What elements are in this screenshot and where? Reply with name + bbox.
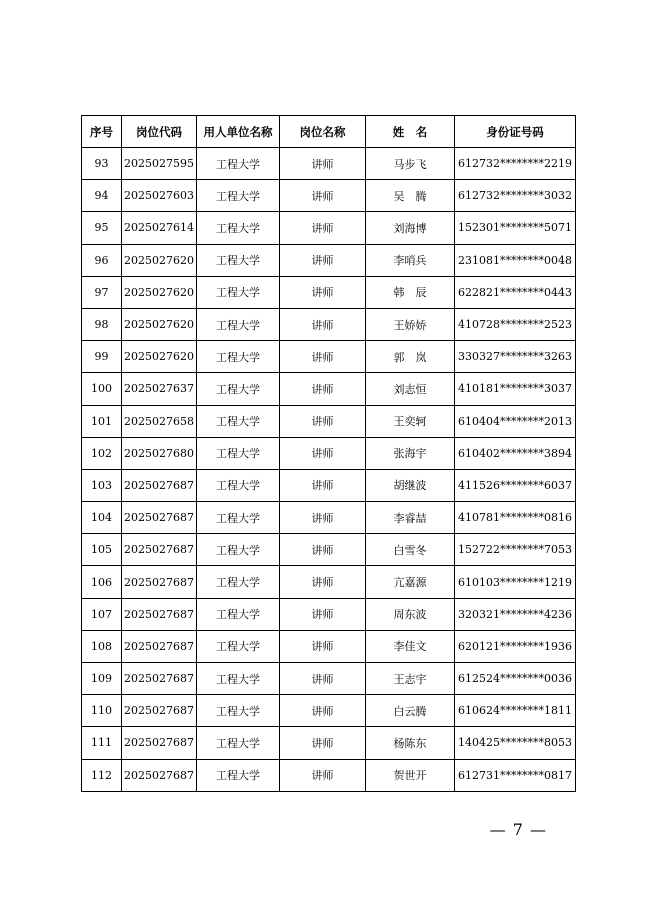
cell-post-name: 讲师 <box>280 180 366 212</box>
cell-id-number: 612524********0036 <box>455 663 576 695</box>
cell-id-number: 620121********1936 <box>455 630 576 662</box>
cell-post-code: 2025027687 <box>122 695 197 727</box>
cell-post-name: 讲师 <box>280 566 366 598</box>
cell-post-name: 讲师 <box>280 759 366 791</box>
cell-post-code: 2025027637 <box>122 373 197 405</box>
cell-id-number: 612732********2219 <box>455 148 576 180</box>
header-employer: 用人单位名称 <box>197 116 280 148</box>
cell-post-name: 讲师 <box>280 469 366 501</box>
cell-post-code: 2025027687 <box>122 598 197 630</box>
cell-serial: 100 <box>82 373 122 405</box>
cell-employer: 工程大学 <box>197 534 280 566</box>
cell-serial: 101 <box>82 405 122 437</box>
cell-employer: 工程大学 <box>197 759 280 791</box>
cell-name: 王志宇 <box>366 663 455 695</box>
cell-id-number: 612731********0817 <box>455 759 576 791</box>
cell-post-name: 讲师 <box>280 373 366 405</box>
cell-post-name: 讲师 <box>280 341 366 373</box>
cell-serial: 103 <box>82 469 122 501</box>
cell-employer: 工程大学 <box>197 598 280 630</box>
cell-name: 刘志恒 <box>366 373 455 405</box>
table-header-row <box>82 116 576 148</box>
cell-post-code: 2025027687 <box>122 630 197 662</box>
table-row <box>82 308 576 340</box>
cell-post-code: 2025027658 <box>122 405 197 437</box>
cell-post-name: 讲师 <box>280 437 366 469</box>
cell-post-name: 讲师 <box>280 308 366 340</box>
cell-post-name: 讲师 <box>280 405 366 437</box>
table-row <box>82 469 576 501</box>
cell-id-number: 330327********3263 <box>455 341 576 373</box>
cell-id-number: 610624********1811 <box>455 695 576 727</box>
cell-post-name: 讲师 <box>280 630 366 662</box>
cell-post-code: 2025027687 <box>122 469 197 501</box>
cell-post-name: 讲师 <box>280 727 366 759</box>
cell-id-number: 152722********7053 <box>455 534 576 566</box>
cell-employer: 工程大学 <box>197 276 280 308</box>
cell-serial: 104 <box>82 502 122 534</box>
cell-employer: 工程大学 <box>197 373 280 405</box>
cell-name: 李睿喆 <box>366 502 455 534</box>
table-row <box>82 244 576 276</box>
cell-post-name: 讲师 <box>280 244 366 276</box>
cell-name: 王娇娇 <box>366 308 455 340</box>
cell-name: 杨陈东 <box>366 727 455 759</box>
cell-post-name: 讲师 <box>280 148 366 180</box>
table-row <box>82 373 576 405</box>
cell-post-code: 2025027687 <box>122 502 197 534</box>
cell-id-number: 410728********2523 <box>455 308 576 340</box>
cell-serial: 108 <box>82 630 122 662</box>
table-row <box>82 148 576 180</box>
table-row <box>82 598 576 630</box>
cell-employer: 工程大学 <box>197 727 280 759</box>
cell-employer: 工程大学 <box>197 663 280 695</box>
cell-post-code: 2025027680 <box>122 437 197 469</box>
cell-name: 郭 岚 <box>366 341 455 373</box>
table-row <box>82 695 576 727</box>
cell-serial: 106 <box>82 566 122 598</box>
header-serial: 序号 <box>82 116 122 148</box>
table-row <box>82 276 576 308</box>
cell-employer: 工程大学 <box>197 180 280 212</box>
cell-serial: 98 <box>82 308 122 340</box>
table-row <box>82 759 576 791</box>
cell-id-number: 612732********3032 <box>455 180 576 212</box>
table-row <box>82 437 576 469</box>
cell-name: 白雪冬 <box>366 534 455 566</box>
cell-post-code: 2025027620 <box>122 308 197 340</box>
cell-employer: 工程大学 <box>197 308 280 340</box>
header-id-number: 身份证号码 <box>455 116 576 148</box>
cell-id-number: 152301********5071 <box>455 212 576 244</box>
page-number: — 7 — <box>489 820 547 839</box>
table-row <box>82 534 576 566</box>
cell-post-code: 2025027687 <box>122 759 197 791</box>
cell-serial: 102 <box>82 437 122 469</box>
cell-post-name: 讲师 <box>280 502 366 534</box>
cell-post-code: 2025027620 <box>122 341 197 373</box>
table-row <box>82 212 576 244</box>
table-row <box>82 630 576 662</box>
cell-post-name: 讲师 <box>280 663 366 695</box>
header-post-name: 岗位名称 <box>280 116 366 148</box>
cell-employer: 工程大学 <box>197 212 280 244</box>
cell-id-number: 410781********0816 <box>455 502 576 534</box>
cell-serial: 111 <box>82 727 122 759</box>
cell-post-code: 2025027614 <box>122 212 197 244</box>
cell-id-number: 411526********6037 <box>455 469 576 501</box>
cell-post-code: 2025027595 <box>122 148 197 180</box>
cell-name: 李哨兵 <box>366 244 455 276</box>
cell-employer: 工程大学 <box>197 244 280 276</box>
cell-id-number: 610103********1219 <box>455 566 576 598</box>
cell-id-number: 622821********0443 <box>455 276 576 308</box>
cell-employer: 工程大学 <box>197 405 280 437</box>
cell-post-name: 讲师 <box>280 276 366 308</box>
cell-id-number: 410181********3037 <box>455 373 576 405</box>
cell-employer: 工程大学 <box>197 695 280 727</box>
cell-id-number: 140425********8053 <box>455 727 576 759</box>
cell-name: 李佳文 <box>366 630 455 662</box>
table-row <box>82 405 576 437</box>
cell-serial: 94 <box>82 180 122 212</box>
cell-name: 白云腾 <box>366 695 455 727</box>
table-row <box>82 727 576 759</box>
cell-serial: 96 <box>82 244 122 276</box>
cell-id-number: 610402********3894 <box>455 437 576 469</box>
cell-name: 周东波 <box>366 598 455 630</box>
cell-post-code: 2025027620 <box>122 244 197 276</box>
cell-name: 胡继波 <box>366 469 455 501</box>
cell-id-number: 320321********4236 <box>455 598 576 630</box>
cell-serial: 93 <box>82 148 122 180</box>
cell-post-code: 2025027687 <box>122 663 197 695</box>
table-body <box>82 148 576 792</box>
cell-id-number: 231081********0048 <box>455 244 576 276</box>
cell-employer: 工程大学 <box>197 437 280 469</box>
cell-name: 韩 辰 <box>366 276 455 308</box>
cell-post-code: 2025027687 <box>122 727 197 759</box>
header-name: 姓 名 <box>366 116 455 148</box>
cell-name: 吴 腾 <box>366 180 455 212</box>
cell-id-number: 610404********2013 <box>455 405 576 437</box>
table-row <box>82 502 576 534</box>
table-row <box>82 180 576 212</box>
cell-employer: 工程大学 <box>197 469 280 501</box>
cell-post-name: 讲师 <box>280 695 366 727</box>
cell-employer: 工程大学 <box>197 502 280 534</box>
cell-serial: 107 <box>82 598 122 630</box>
cell-employer: 工程大学 <box>197 148 280 180</box>
table-row <box>82 341 576 373</box>
cell-name: 马步飞 <box>366 148 455 180</box>
cell-post-name: 讲师 <box>280 534 366 566</box>
cell-post-code: 2025027687 <box>122 534 197 566</box>
cell-post-code: 2025027620 <box>122 276 197 308</box>
cell-serial: 109 <box>82 663 122 695</box>
cell-post-name: 讲师 <box>280 212 366 244</box>
cell-serial: 95 <box>82 212 122 244</box>
cell-serial: 105 <box>82 534 122 566</box>
cell-post-name: 讲师 <box>280 598 366 630</box>
header-post-code: 岗位代码 <box>122 116 197 148</box>
cell-name: 贺世开 <box>366 759 455 791</box>
cell-name: 亢嘉源 <box>366 566 455 598</box>
cell-employer: 工程大学 <box>197 566 280 598</box>
cell-name: 刘海博 <box>366 212 455 244</box>
table-row <box>82 566 576 598</box>
cell-employer: 工程大学 <box>197 630 280 662</box>
cell-name: 张海宇 <box>366 437 455 469</box>
cell-post-code: 2025027603 <box>122 180 197 212</box>
cell-employer: 工程大学 <box>197 341 280 373</box>
cell-post-code: 2025027687 <box>122 566 197 598</box>
cell-serial: 110 <box>82 695 122 727</box>
cell-serial: 112 <box>82 759 122 791</box>
cell-serial: 97 <box>82 276 122 308</box>
roster-table <box>81 115 576 792</box>
cell-serial: 99 <box>82 341 122 373</box>
table-row <box>82 663 576 695</box>
cell-name: 王奕轲 <box>366 405 455 437</box>
